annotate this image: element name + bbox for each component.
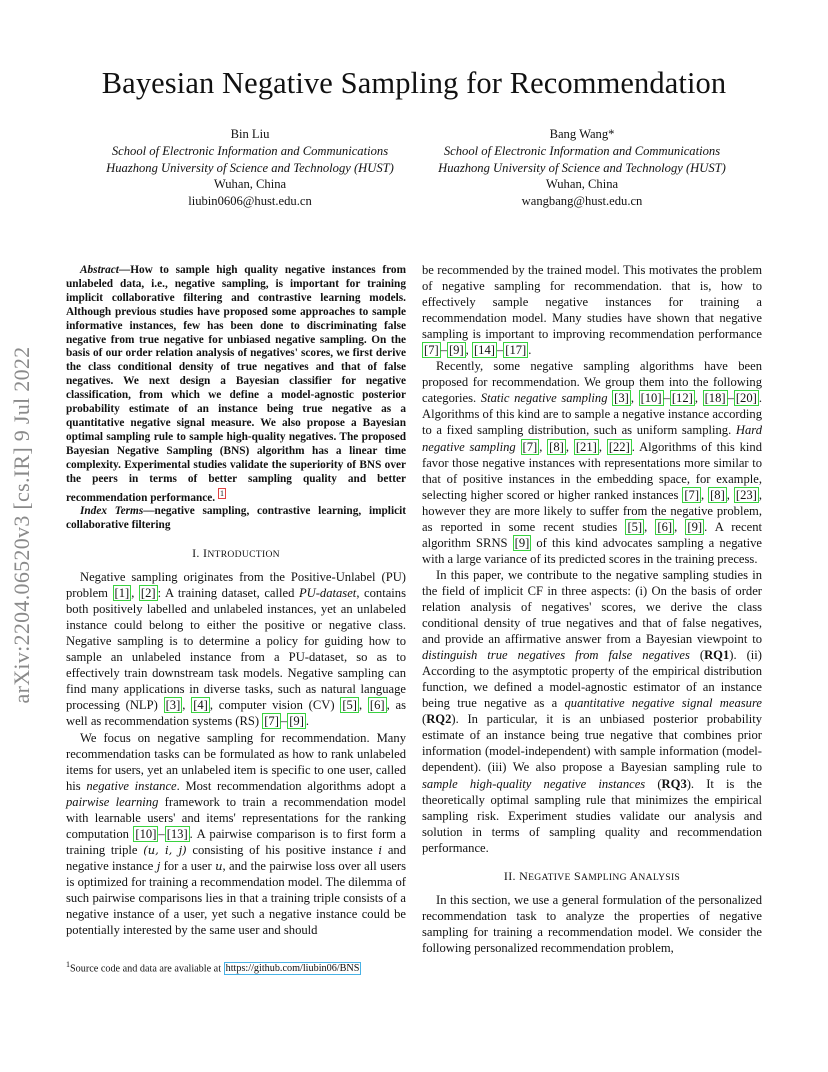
footnote-url-link[interactable]: https://github.com/liubin06/BNS (225, 963, 360, 975)
citation-link[interactable]: [20] (735, 391, 757, 406)
abstract-lead: Abstract (80, 264, 119, 276)
author-city: Wuhan, China (545, 177, 619, 192)
intro-paragraph-2: We focus on negative sampling for recommendation. Many recommendation tasks can be formulated as how to rank unlabeled items for users, yet an unlabeled item is specific to one user, called his negative instance. Most recommendation algorithms adopt a pairwise learning framework to train a recommendation model with learnable users' and items' representations for the ranking computation [10] – [13] . A pairwise comparison is to first form a training triple (u, i, j) consisting of his positive instance i and negative instance j for a user u, and the pairwise loss over all users is optimized for training a recommendation model. The dilemma of such pairwise comparisons lies in that a training triple consists of a negative instance of a user, yet such a negative instance could be potentially interested by the same user and should (66, 730, 407, 938)
paper-title: Bayesian Negative Sampling for Recommendation (101, 66, 727, 100)
citation-link[interactable]: [23] (735, 487, 757, 502)
citation-link[interactable]: [3] (614, 391, 629, 406)
citation-link[interactable]: [17] (505, 343, 527, 358)
citation-link[interactable]: [10] (135, 826, 157, 841)
footnote-text: Source code and data are avaliable at (70, 963, 222, 975)
right-paragraph-3: In this paper, we contribute to the negative sampling studies in the field of implicit CF in three aspects: (i) On the basis of order relation analysis of negatives' scores, we derive the class conditional density of true negatives and that of false negatives, and provide an affirmative answer from a Bayesian viewpoint to distinguish true negatives from false negatives (RQ1). (ii) According to the asymptotic property of the empirical distribution function, we defined a model-agnostic estimator of an instance being true negative as a quantitative negative signal measure (RQ2). In particular, it is an unbiased posterior probability estimate of an instance being true negative that combines prior information (model-independent) with sample information (model-dependent). (iii) We also propose a Bayesian sampling rule to sample high-quality negative instances (RQ3). It is the theoretically optimal sampling rule that minimizes the empirical sampling risk. Experiment studies validate our analysis and solution in terms of sampling quality and recommendation performance. (422, 567, 763, 855)
left-column (66, 264, 406, 938)
author-email: wangbang@hust.edu.cn (521, 194, 643, 209)
citation-link[interactable]: [7] (264, 714, 279, 729)
section-heading-negative-sampling-analysis: II. NEGATIVE SAMPLING ANALYSIS (503, 868, 681, 883)
index-terms (66, 505, 406, 533)
author-university: Huazhong University of Science and Technology (HUST) (106, 160, 394, 175)
citation-link[interactable]: [7] (522, 439, 538, 454)
citation-link[interactable]: [2] (140, 586, 156, 601)
citation-link[interactable]: [12] (671, 391, 693, 406)
author-city: Wuhan, China (213, 177, 287, 192)
citation-link[interactable]: [21] (575, 439, 597, 454)
author-email: liubin0606@hust.edu.cn (188, 194, 312, 209)
citation-link[interactable]: [5] (342, 698, 357, 713)
section-heading-introduction: I. INTRODUCTION (192, 545, 280, 560)
right-column (422, 262, 762, 956)
citation-link[interactable]: [5] (627, 519, 643, 534)
citation-link[interactable]: [8] (549, 439, 564, 454)
footnote-link[interactable]: 1 (219, 488, 224, 498)
citation-link[interactable]: [9] (448, 343, 464, 358)
index-terms-lead: Index Terms (80, 505, 144, 518)
citation-link[interactable]: [7] (424, 343, 439, 358)
author-department: School of Electronic Information and Communications (111, 143, 389, 158)
abstract-text: —How to sample high quality negative instances from unlabeled data, i.e., negative sampling, is important for training implicit collaborative filtering and contrastive learning models. Although previous studies have proposed some approaches to sample informative instances, few has been done to discriminating false negative from true negative for unbiased negative sampling. On the basis of our order relation analysis of negatives' scores, we first derive the class conditional density of true negatives and that of false negatives. We next design a Bayesian classifier for negative classification, from which we define a model-agnostic posterior probability estimate of an instance being true negative as a quantitative negative signal measure. We also propose a Bayesian optimal sampling rule to sample high-quality negatives. The proposed Bayesian Negative Sampling (BNS) algorithm has a linear time complexity. Experimental studies validate the superiority of BNS over the peers in terms of better sampling quality and better recommendation performance. (66, 264, 406, 504)
abstract (66, 264, 406, 505)
citation-link[interactable]: [4] (193, 698, 208, 713)
author-name: Bin Liu (230, 127, 270, 141)
citation-link[interactable]: [10] (640, 391, 662, 406)
citation-link[interactable]: [7] (684, 487, 700, 502)
citation-link[interactable]: [13] (166, 826, 188, 841)
intro-paragraph-1: Negative sampling originates from the Positive-Unlabel (PU) problem [1] , [2] : A training dataset, called PU-dataset, contains both positively labelled and unlabeled instances, yet an unlabeled instance could belong to either the positive or negative class. Negative sampling is to determine a policy for guiding how to sample an unlabeled instance from a PU-dataset, so as to effectively train downstream task models. Negative sampling can find many applications in diverse tasks, such as natural language processing (NLP) [3] , [4] , computer vision (CV) [5] , [6] , as well as recommendation systems (RS) [7] – [9] . (66, 570, 407, 729)
arxiv-stamp-text: arXiv:2204.06520v3 [cs.IR] 9 Jul 2022 (9, 346, 34, 704)
citation-link[interactable]: [3] (165, 698, 181, 713)
index-terms-text: —negative sampling, contrastive learning, implicit collaborative filtering (66, 505, 406, 532)
citation-link[interactable]: [9] (289, 714, 304, 729)
author-block-2 (422, 126, 742, 210)
author-block-1 (90, 126, 410, 210)
author-university: Huazhong University of Science and Technology (HUST) (438, 160, 726, 175)
citation-link[interactable]: [22] (608, 439, 630, 454)
footnote: $^1$Source code and data are avaliable at https://github.com/liubin06/BNS (66, 960, 360, 975)
right-paragraph-2: Recently, some negative sampling algorithms have been proposed for recommendation. We group them into the following categories. Static negative sampling [3] , [10] – [12] , [18] – [20] . Algorithms of this kind are to sample a negative instance according to a fixed sampling distribution, such as uniform sampling. Hard negative sampling [7] , [8] , [21] , [22] . Algorithms of this kind favor those negative instances with representations more similar to that of positive instances in the embedding space, for example, selecting higher scored or higher ranked instances [7] , [8] , [23] , however they are more likely to suffer from the negative problem, as reported in some recent studies [5] , [6] , [9] . A recent algorithm SRNS [9] of this kind advocates sampling a negative with a large variance of its predicted scores in the training precess. (422, 359, 763, 566)
citation-link[interactable]: [18] (704, 391, 726, 406)
citation-link[interactable]: [14] (473, 343, 495, 358)
citation-link[interactable]: [6] (369, 698, 385, 713)
citation-link[interactable]: [6] (657, 519, 673, 534)
citation-link[interactable]: [9] (687, 519, 703, 534)
citation-link[interactable]: [1] (114, 586, 130, 601)
citation-link[interactable]: [8] (710, 487, 725, 502)
arxiv-stamp (2, 345, 42, 705)
author-department: School of Electronic Information and Communications (443, 143, 721, 158)
section2-paragraph-1: In this section, we use a general formulation of the personalized recommendation task to analyze the properties of negative sampling for training a recommendation model. We consider the following personalized recommendation problem, (422, 892, 762, 955)
citation-link[interactable]: [9] (514, 535, 530, 550)
author-name: Bang Wang* (549, 127, 615, 141)
right-paragraph-1: be recommended by the trained model. This motivates the problem of negative sampling for recommendation. that is, how to effectively sample negative instances for training a recommendation model. Many studies have shown that negative sampling is important to improving recommendation performance [7] – [9] , [14] – [17] . (422, 263, 762, 358)
